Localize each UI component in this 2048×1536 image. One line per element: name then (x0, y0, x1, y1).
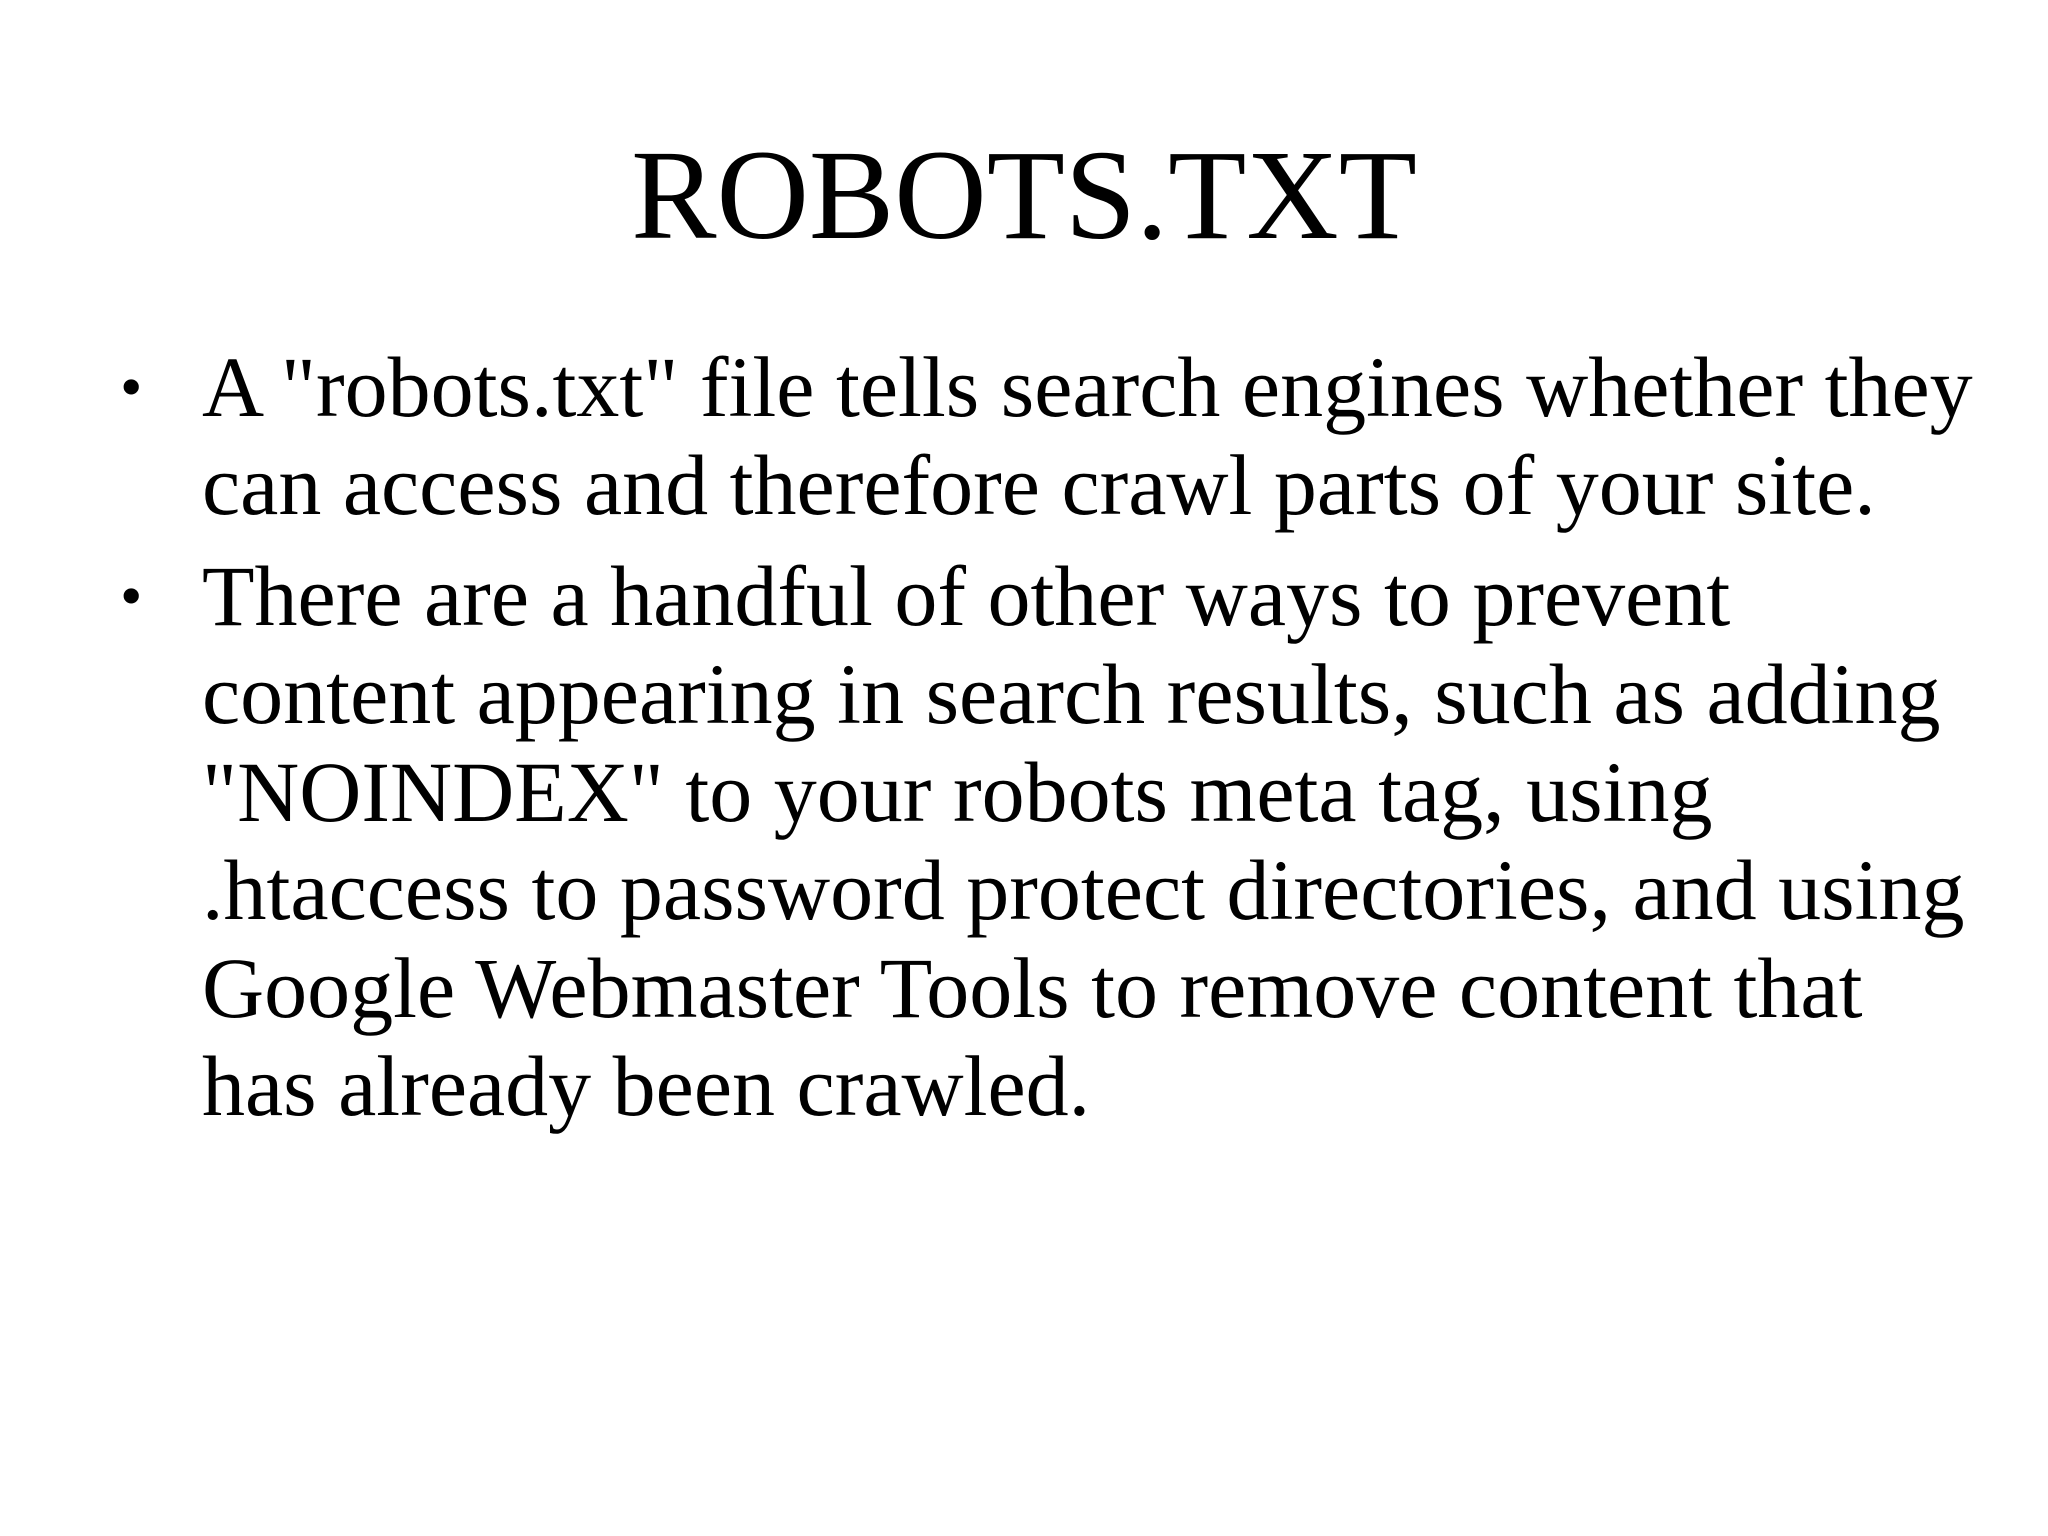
slide-title: ROBOTS.TXT (631, 124, 1417, 266)
bullet-item (120, 547, 1980, 1135)
bullet-icon: • (120, 560, 143, 631)
bullet-text: A "robots.txt" file tells search engines whether they can access and therefore crawl parts of your site. (202, 339, 1973, 533)
bullet-list (120, 338, 1980, 1148)
bullet-item (120, 338, 1980, 534)
bullet-text: There are a handful of other ways to prevent content appearing in search results, such as adding "NOINDEX" to your robots meta tag, using .htaccess to password protect directories, and using Google Webmaster Tools to remove content that has already been crawled. (202, 548, 1965, 1134)
bullet-icon: • (120, 351, 143, 422)
